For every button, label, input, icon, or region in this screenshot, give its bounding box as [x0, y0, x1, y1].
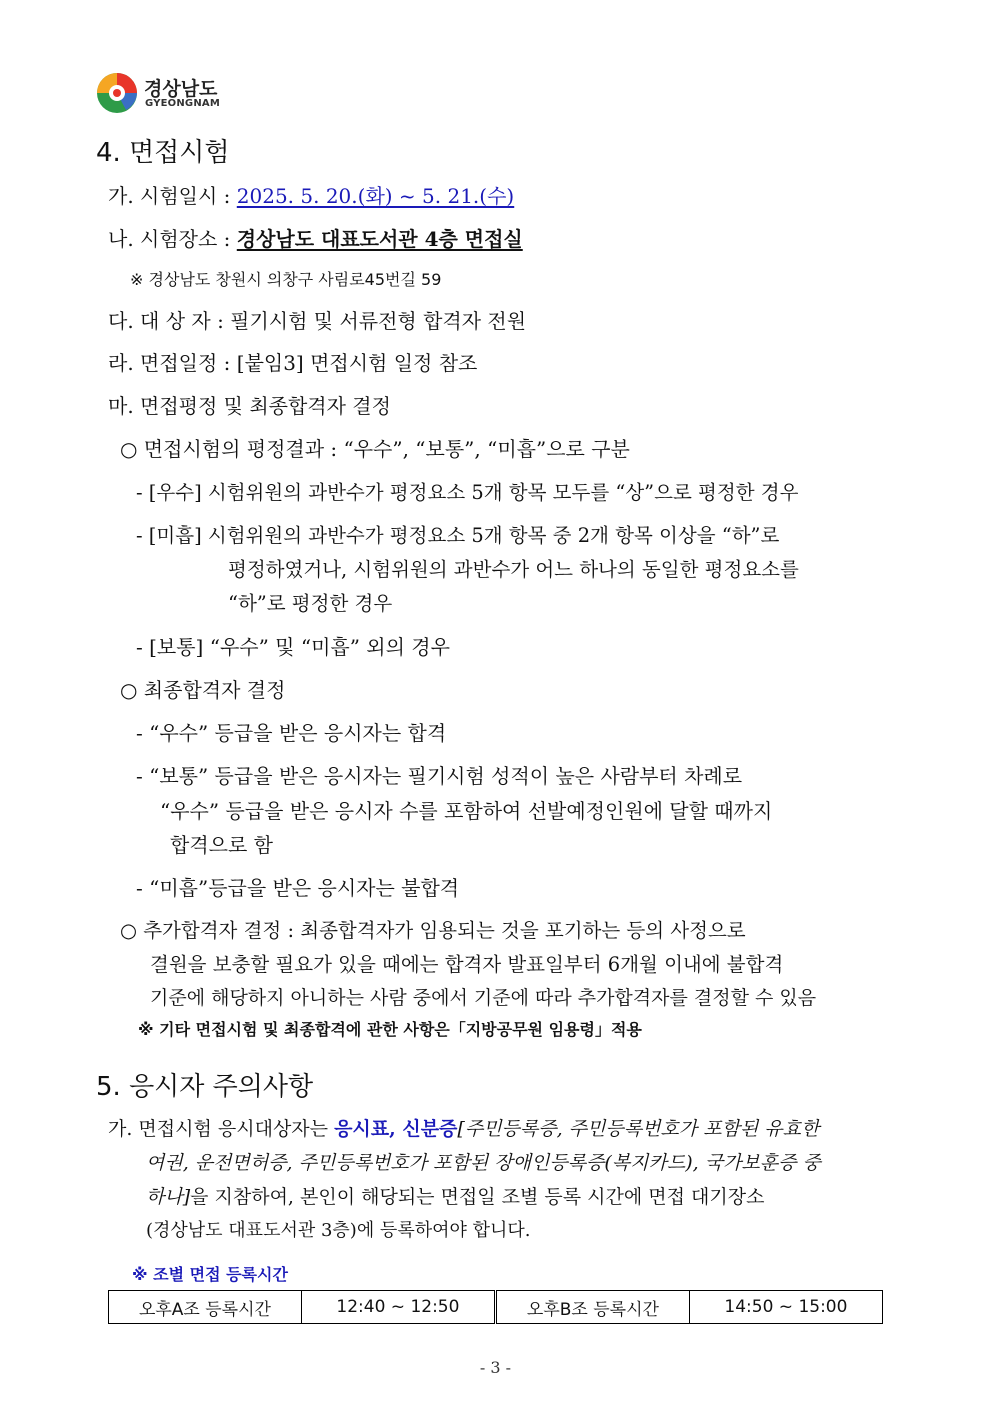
notice-id-list-part2: 여권, 운전면허증, 주민등록번호가 포함된 장애인등록증(복지카드), 국가보훈증 중	[146, 1152, 821, 1174]
registration-time-title: ※ 조별 면접 등록시간	[132, 1265, 288, 1284]
final-pass-bullet: ○ 최종합격자 결정	[120, 678, 286, 702]
address-note: ※ 경상남도 창원시 의창구 사림로45번길 59	[130, 270, 442, 289]
exam-date-label: 가. 시험일시 :	[108, 184, 237, 208]
grade-excellent: - [우수] 시험위원의 과반수가 평정요소 5개 항목 모두를 “상”으로 평정한 경우	[136, 481, 799, 504]
notice-line3-rest: 을 지참하여, 본인이 해당되는 면접일 조별 등록 시간에 면접 대기장소	[190, 1186, 765, 1208]
final-pass-item2-line2: “우수” 등급을 받은 응시자 수를 포함하여 선발예정인원에 달할 때까지	[160, 799, 773, 823]
final-pass-item1: - “우수” 등급을 받은 응시자는 합격	[136, 721, 447, 745]
gyeongnam-logo	[96, 72, 296, 122]
group-a-label: 오후A조 등록시간	[109, 1291, 302, 1324]
section5-title: 5. 응시자 주의사항	[96, 1072, 314, 1102]
table-row	[109, 1291, 883, 1324]
final-pass-item2-line1: - “보통” 등급을 받은 응시자는 필기시험 성적이 높은 사람부터 차례로	[136, 764, 743, 788]
exam-date-value: 2025. 5. 20.(화) ~ 5. 21.(수)	[236, 184, 515, 208]
notice-line3	[146, 1182, 764, 1209]
schedule-row: 라. 면접일정 : [붙임3] 면접시험 일정 참조	[108, 351, 478, 375]
notice-prefix: 가. 면접시험 응시대상자는	[108, 1118, 335, 1140]
notice-line1	[108, 1114, 819, 1141]
group-a-time: 12:40 ~ 12:50	[301, 1291, 495, 1324]
grade-poor-line2: 평정하였거나, 시험위원의 과반수가 어느 하나의 동일한 평정요소를	[228, 558, 799, 581]
evaluation-result-bullet: ○ 면접시험의 평정결과 : “우수”, “보통”, “미흡”으로 구분	[120, 437, 630, 461]
page-number: - 3 -	[479, 1358, 512, 1377]
notice-id-list-part1: [주민등록증, 주민등록번호가 포함된 유효한	[457, 1118, 820, 1140]
gyeongnam-emblem-icon	[96, 72, 138, 114]
group-b-label: 오후B조 등록시간	[495, 1291, 689, 1324]
grade-poor-line3: “하”로 평정한 경우	[228, 592, 393, 615]
notice-line4: (경상남도 대표도서관 3층)에 등록하여야 합니다.	[146, 1220, 531, 1241]
notice-required-items: 응시표, 신분증	[334, 1118, 458, 1140]
logo-name-korean: 경상남도	[144, 78, 218, 100]
logo-name-english: GYEONGNAM	[145, 98, 220, 109]
etc-regulation-note: ※ 기타 면접시험 및 최종합격에 관한 사항은「지방공무원 임용령」적용	[138, 1020, 642, 1039]
exam-place-value: 경상남도 대표도서관 4층 면접실	[236, 227, 523, 251]
registration-time-table	[108, 1290, 883, 1324]
exam-place-row	[108, 223, 523, 252]
section4-title: 4. 면접시험	[96, 138, 230, 168]
evaluation-row: 마. 면접평정 및 최종합격자 결정	[108, 394, 391, 418]
notice-id-list-part3: 하나]	[146, 1186, 191, 1208]
final-pass-item2-line3: 합격으로 함	[170, 833, 273, 857]
additional-pass-line1: ○ 추가합격자 결정 : 최종합격자가 임용되는 것을 포기하는 등의 사정으로	[120, 919, 746, 942]
group-b-time: 14:50 ~ 15:00	[689, 1291, 882, 1324]
final-pass-item3: - “미흡”등급을 받은 응시자는 불합격	[136, 876, 460, 900]
additional-pass-line2: 결원을 보충할 필요가 있을 때에는 합격자 발표일부터 6개월 이내에 불합격	[150, 953, 784, 976]
grade-normal: - [보통] “우수” 및 “미흡” 외의 경우	[136, 635, 450, 659]
grade-poor-line1: - [미흡] 시험위원의 과반수가 평정요소 5개 항목 중 2개 항목 이상을 “하”로	[136, 524, 780, 547]
target-row: 다. 대 상 자 : 필기시험 및 서류전형 합격자 전원	[108, 309, 527, 333]
exam-place-label: 나. 시험장소 :	[108, 227, 237, 251]
exam-date-row	[108, 180, 514, 209]
additional-pass-line3: 기준에 해당하지 아니하는 사람 중에서 기준에 따라 추가합격자를 결정할 수 있음	[150, 987, 817, 1009]
